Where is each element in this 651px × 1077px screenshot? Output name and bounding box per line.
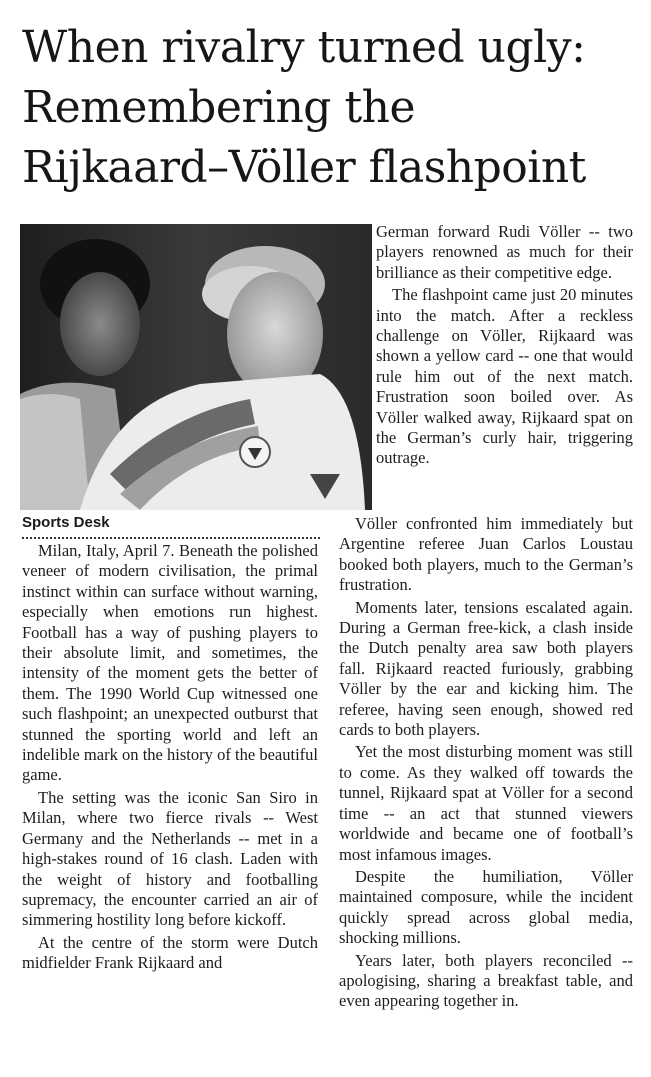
headline-line-3: Rijkaard–Völler flashpoint [22,142,586,193]
paragraph: German forward Rudi Völler -- two players renowned as much for their brilliance as their competitive edge. [376,222,633,282]
paragraph: Milan, Italy, April 7. Beneath the polished veneer of modern civilisation, the primal instinct within can surface without warning, especially when emotions run highest. Football has a way of pushing players to their absolute limit, and sometimes, the intensity of the moment gets the better of them. The 1990 World Cup witnessed one such flashpoint; an unexpected outburst that stunned the sporting world and left an indelible mark on the history of the beautiful game. [22,541,318,785]
paragraph: The setting was the iconic San Siro in Milan, where two fierce rivals -- West Germany and the Netherlands -- met in a high-stakes round of 16 clash. Laden with the weight of history and footballing supremacy, the encounter carried an air of simmering hostility long before kickoff. [22,787,318,930]
headline-line-2: Remembering the [22,82,416,133]
paragraph: Years later, both players reconciled -- apologising, sharing a breakfast table, and even appearing together in. [339,950,633,1011]
paragraph: Moments later, tensions escalated again. During a German free-kick, a clash inside the Dutch penalty area saw both players fall. Rijkaard reacted furiously, grabbing Völler by the ear and kicking him. The referee, having seen enough, showed red cards to both players. [339,597,633,740]
paragraph: Yet the most disturbing moment was still to come. As they walked off towards the tunnel, Rijkaard spat at Völler for a second time -- an act that stunned viewers worldwide and became one of football’s most infamous images. [339,742,633,864]
headline [22,18,637,198]
article-column-right [339,514,633,1014]
paragraph: The flashpoint came just 20 minutes into the match. After a reckless challenge on Völler, Rijkaard was shown a yellow card -- one that would rule him out of the next match. Frustration soon boiled over. As Völler walked away, Rijkaard spat on the German’s curly hair, triggering outrage. [376,285,633,468]
photo-of-two-footballers-icon [20,224,372,510]
paragraph: Völler confronted him immediately but Argentine referee Juan Carlos Loustau booked both players, much to the German’s frustration. [339,514,633,595]
paragraph: Despite the humiliation, Völler maintained composure, while the incident quickly spread across global media, shocking millions. [339,866,633,948]
article-column-right-top [376,222,633,471]
byline: Sports Desk [22,514,320,539]
headline-line-1: When rivalry turned ugly: [22,22,586,73]
article-column-left [22,541,318,976]
paragraph: At the centre of the storm were Dutch midfielder Frank Rijkaard and [22,932,318,973]
article-photo [20,224,372,510]
